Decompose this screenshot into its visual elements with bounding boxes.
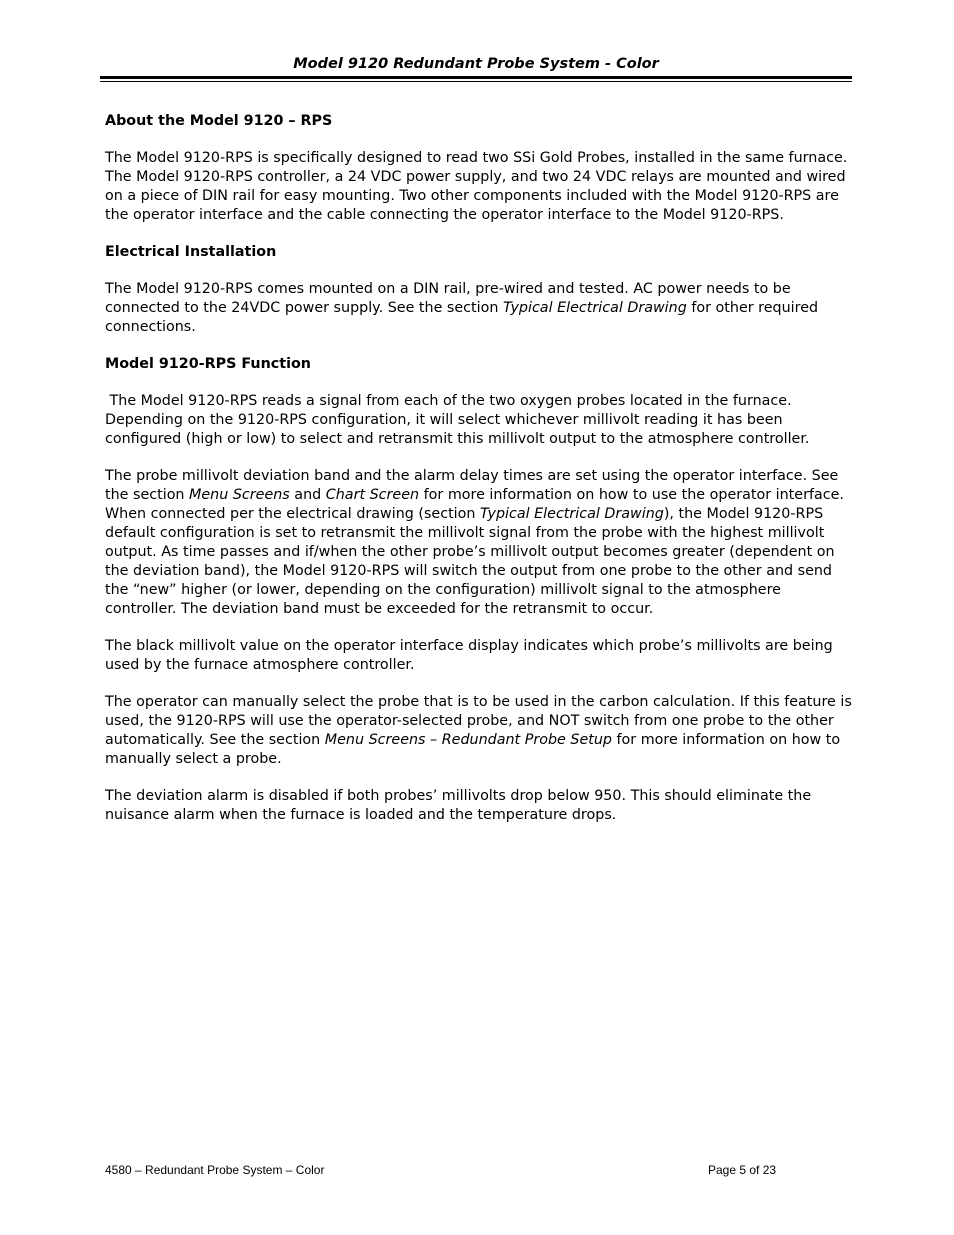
function-paragraph-1: The Model 9120-RPS reads a signal from each of the two oxygen probes located in the furnace. Depending on the 9120-RPS configuration, it will select whichever millivolt reading it has been configured (high or low) to select and retransmit this millivolt output to the atmosphere controller. (105, 393, 810, 447)
function-p2-text-c: for more information on how to use the operator interface. When connected per the electrical drawing (section (105, 487, 844, 522)
ref-redundant-probe-setup: Menu Screens – Redundant Probe Setup (324, 732, 612, 748)
function-p4-text-b: for more information on how to manually select a probe. (105, 732, 841, 767)
ref-typical-electrical-drawing: Typical Electrical Drawing (480, 506, 664, 522)
section-heading-function: Model 9120-RPS Function (105, 356, 311, 372)
function-paragraph-3: The black millivolt value on the operator interface display indicates which probe’s millivolts are being used by the furnace atmosphere controller. (105, 638, 833, 673)
electrical-text-b: for other required connections. (105, 300, 819, 335)
footer-document-title: 4580 – Redundant Probe System – Color (105, 1163, 325, 1177)
header-rule-thin (100, 81, 852, 82)
function-p2-text-b: and (289, 487, 326, 503)
function-p2-text-a: The probe millivolt deviation band and the alarm delay times are set using the operator interface. See the section (105, 468, 839, 503)
about-paragraph: The Model 9120-RPS is specifically designed to read two SSi Gold Probes, installed in the same furnace. The Model 9120-RPS controller, a 24 VDC power supply, and two 24 VDC relays are mounted and wired on a piece of DIN rail for easy mounting. Two other components included with the Model 9120-RPS are the operator interface and the cable connecting the operator interface to the Model 9120-RPS. (105, 150, 848, 223)
document-body (105, 112, 855, 843)
link-typical-electrical-drawing: Typical Electrical Drawing (502, 300, 687, 316)
section-heading-about: About the Model 9120 – RPS (105, 113, 333, 129)
electrical-paragraph (105, 280, 855, 337)
function-p2-text-d: ), the Model 9120-RPS default configuration is set to retransmit the millivolt signal from the probe with the highest millivolt output. As time passes and if/when the other probe’s millivolt output becomes greater (dependent on the deviation band), the Model 9120-RPS will switch the output from one probe to the other and send the “new” higher (or lower, depending on the configuration) millivolt signal to the atmosphere controller. The deviation band must be exceeded for the retransmit to occur. (105, 506, 835, 617)
page-header-title: Model 9120 Redundant Probe System - Color (293, 56, 659, 72)
electrical-text-a: The Model 9120-RPS comes mounted on a DIN rail, pre-wired and tested. AC power needs to be connected to the 24VDC power supply. See the section (105, 281, 791, 316)
footer-page-number: Page 5 of 23 (708, 1163, 777, 1177)
ref-chart-screen: Chart Screen (325, 487, 420, 503)
function-paragraph-4 (105, 693, 855, 769)
header-rule-thick (100, 76, 852, 79)
section-heading-electrical: Electrical Installation (105, 244, 277, 260)
function-p4-text-a: The operator can manually select the probe that is to be used in the carbon calculation. If this feature is used, the 9120-RPS will use the operator-selected probe, and NOT switch from one probe to the other automatically. See the section (105, 694, 852, 748)
function-paragraph-2 (105, 467, 855, 619)
function-paragraph-5: The deviation alarm is disabled if both probes’ millivolts drop below 950. This should eliminate the nuisance alarm when the furnace is loaded and the temperature drops. (105, 788, 812, 823)
ref-menu-screens: Menu Screens (189, 487, 290, 503)
